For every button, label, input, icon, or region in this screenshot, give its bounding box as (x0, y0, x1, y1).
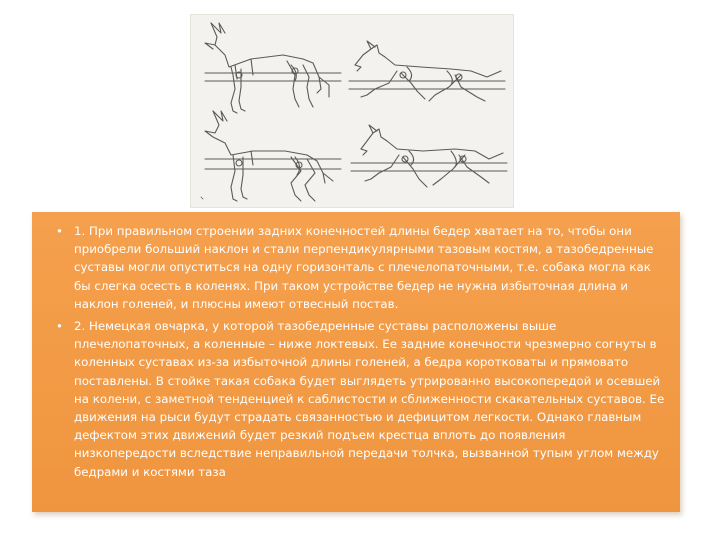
bullet-item-faulty-hindquarters (58, 317, 666, 481)
standing-dog-faulty (201, 111, 341, 201)
trotting-dog-correct (349, 41, 505, 101)
text-panel (32, 212, 680, 512)
bullet-item-correct-hindquarters (58, 222, 666, 313)
bullet-text: 1. При правильном строении задних конечностей длины бедер хватает на то, чтобы они приобрели больший наклон и стали перпендикулярными тазовым костям, а тазобедренные суставы могли опуститься на одну горизонталь с плечелопаточными, т.е. собака могла как бы слегка осесть в коленях. При таком устройстве бедер не нужна избыточная длина и наклон голеней, и плюсны имеют отвесный постав. (74, 224, 654, 311)
standing-dog-correct (205, 23, 341, 113)
bullet-list (58, 222, 666, 481)
bullet-marker: • (56, 224, 63, 238)
dog-skeleton-diagrams-image (190, 14, 514, 208)
bullet-marker: • (56, 319, 63, 334)
bullet-text: 2. Немецкая овчарка, у которой тазобедренные суставы расположены выше плечелопаточных, а коленные – ниже локтевых. Ее задние конечности чрезмерно согнуты в коленных суставах из-за избыточной длины голеней, а бедра коротковаты и прямовато поставлены. В стойке такая собака будет выглядеть утрированно высокопередой и осевшей на колени, с заметной тенденцией к саблистости и сближенности скакательных суставов. Ее движения на рыси будут страдать связанностью и дефицитом легкости. Однако главным дефектом этих движений будет резкий подъем крестца вплоть до появления низкопередости вследствие неправильной передачи толчка, вызванной тупым углом между бедрами и костями таза (74, 319, 665, 479)
trotting-dog-faulty (351, 125, 507, 187)
